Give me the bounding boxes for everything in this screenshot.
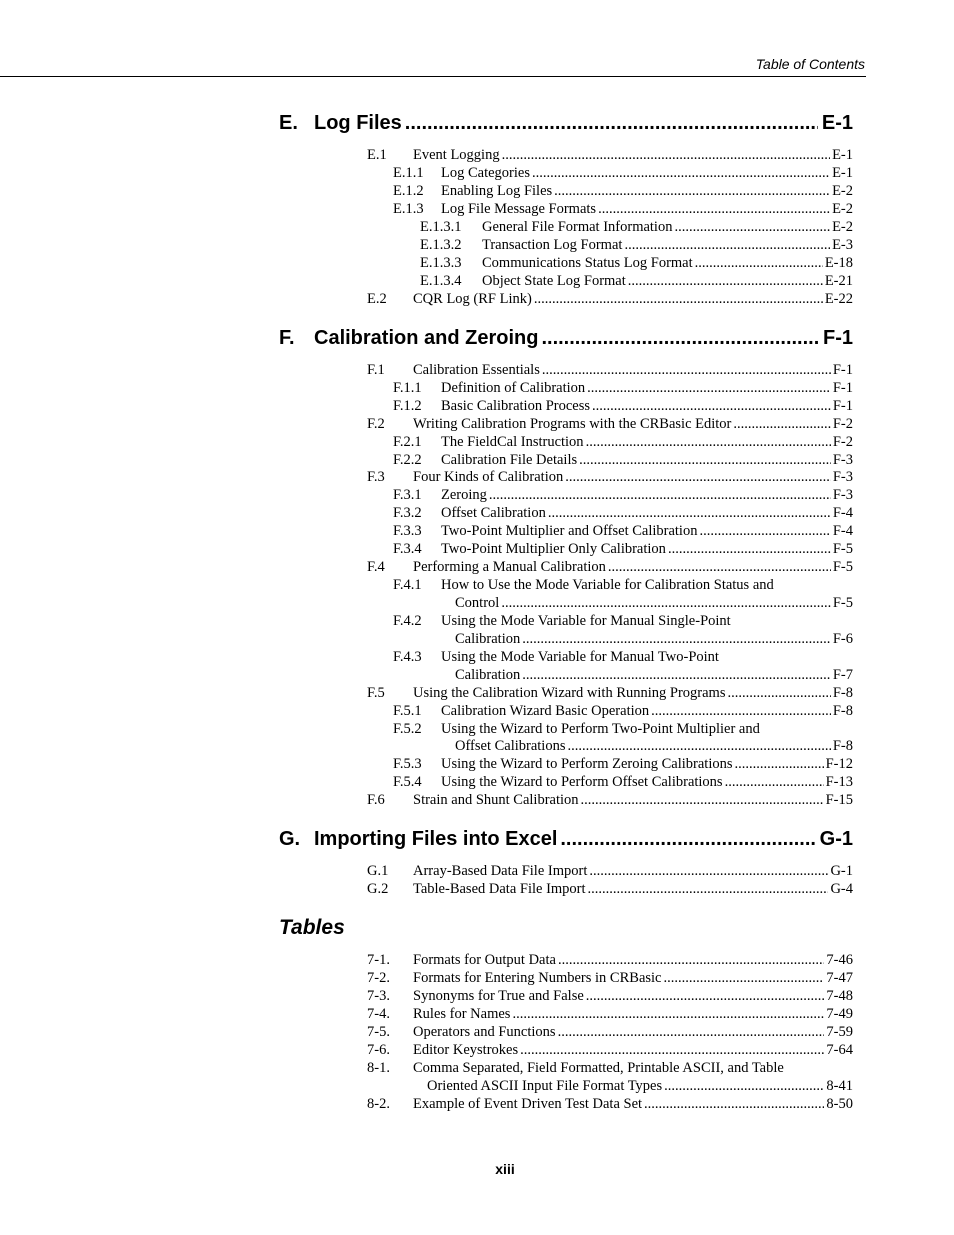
section-letter: F.: [279, 327, 295, 349]
dot-leader: [586, 433, 831, 451]
entry-page: F-15: [825, 792, 853, 808]
dot-leader: [663, 969, 824, 987]
toc-entry[interactable]: [393, 451, 853, 469]
entry-page: F-1: [832, 380, 853, 396]
entry-page: F-6: [832, 631, 853, 647]
entry-number: G.1: [367, 863, 389, 879]
section-page: F-1: [823, 327, 853, 349]
dot-leader: [522, 666, 831, 684]
entry-title: Basic Calibration Process: [441, 398, 591, 414]
dot-leader: [579, 451, 831, 469]
entry-number: E.1.3.3: [420, 255, 462, 271]
entry-title: Zeroing: [441, 487, 487, 503]
entry-page: F-8: [832, 685, 853, 701]
entry-page: F-5: [832, 559, 853, 575]
entry-page: 7-46: [826, 952, 853, 968]
entry-number: 8-2.: [367, 1096, 390, 1112]
entry-page: 7-47: [826, 970, 853, 986]
entry-number: E.1: [367, 147, 387, 163]
dot-leader: [588, 880, 829, 898]
dot-leader: [581, 791, 824, 809]
entry-title: Using the Calibration Wizard with Running Programs: [413, 685, 726, 701]
entry-page: F-13: [825, 774, 853, 790]
entry-title: Two-Point Multiplier and Offset Calibration: [441, 523, 698, 539]
entry-number: 7-4.: [367, 1006, 390, 1022]
entry-title: Log Categories: [441, 165, 530, 181]
entry-title: Formats for Entering Numbers in CRBasic: [413, 970, 662, 986]
entry-number: 7-1.: [367, 952, 390, 968]
dot-leader: [558, 951, 824, 969]
dot-leader: [532, 164, 830, 182]
toc-entry[interactable]: [367, 468, 853, 486]
toc-entry-first-line[interactable]: [393, 576, 774, 594]
toc-entry[interactable]: [420, 254, 853, 272]
toc-entry-continuation[interactable]: [455, 594, 853, 612]
dot-leader: [548, 504, 831, 522]
toc-entry[interactable]: [393, 522, 853, 540]
entry-page: F-1: [832, 362, 853, 378]
toc-entry-continuation[interactable]: [455, 630, 853, 648]
toc-entry[interactable]: [420, 272, 853, 290]
toc-entry[interactable]: [393, 540, 853, 558]
dot-leader: [587, 379, 831, 397]
toc-entry[interactable]: [393, 397, 853, 415]
entry-number: 8-1.: [367, 1060, 390, 1076]
dot-leader: [541, 327, 819, 350]
entry-number: F.1.1: [393, 380, 422, 396]
dot-leader: [586, 987, 825, 1005]
toc-entry[interactable]: [393, 200, 853, 218]
entry-title: Four Kinds of Calibration: [413, 469, 564, 485]
dot-leader: [565, 468, 831, 486]
dot-leader: [624, 236, 830, 254]
entry-number: 7-5.: [367, 1024, 390, 1040]
entry-page: 8-50: [826, 1096, 853, 1112]
toc-entry[interactable]: [393, 773, 853, 791]
entry-title: Editor Keystrokes: [413, 1042, 519, 1058]
dot-leader: [560, 828, 815, 851]
toc-entry[interactable]: [393, 755, 853, 773]
table-entry[interactable]: [367, 1023, 853, 1041]
entry-page: E-2: [832, 183, 853, 199]
entry-number: F.3.3: [393, 523, 422, 539]
entry-number: F.5.4: [393, 774, 422, 790]
toc-entry[interactable]: [393, 702, 853, 720]
entry-title-continuation: Control: [455, 595, 500, 611]
entry-page: F-12: [825, 756, 853, 772]
entry-number: 7-3.: [367, 988, 390, 1004]
entry-title: Communications Status Log Format: [482, 255, 693, 271]
entry-title: Transaction Log Format: [482, 237, 623, 253]
dot-leader: [405, 112, 818, 135]
entry-page: F-4: [832, 523, 853, 539]
dot-leader: [598, 200, 830, 218]
entry-number: E.1.1: [393, 165, 424, 181]
toc-entry[interactable]: [420, 236, 853, 254]
dot-leader: [592, 397, 831, 415]
entry-title-continuation: Calibration: [455, 631, 521, 647]
entry-title: Log File Message Formats: [441, 201, 597, 217]
entry-page: F-1: [832, 398, 853, 414]
entry-number: F.3.1: [393, 487, 422, 503]
dot-leader: [608, 558, 831, 576]
dot-leader: [501, 594, 831, 612]
entry-number: F.2: [367, 416, 385, 432]
entry-number: F.1: [367, 362, 385, 378]
dot-leader: [664, 1077, 824, 1095]
entry-number: F.3: [367, 469, 385, 485]
section-heading-f[interactable]: [279, 327, 853, 355]
entry-number: F.5.3: [393, 756, 422, 772]
tables-heading: Tables: [279, 916, 345, 939]
entry-title: Calibration Essentials: [413, 362, 540, 378]
entry-number: E.1.3: [393, 201, 424, 217]
entry-page: E-1: [832, 165, 853, 181]
dot-leader: [628, 272, 823, 290]
toc-entry-first-line[interactable]: [393, 612, 731, 630]
table-entry[interactable]: [367, 969, 853, 987]
toc-entry[interactable]: [393, 379, 853, 397]
entry-title: Offset Calibration: [441, 505, 546, 521]
toc-entry-first-line[interactable]: [393, 720, 760, 738]
toc-entry-continuation[interactable]: [455, 737, 853, 755]
toc-entry[interactable]: [367, 146, 853, 164]
entry-page: F-3: [832, 487, 853, 503]
entry-title-continuation: Calibration: [455, 667, 521, 683]
entry-page: E-3: [832, 237, 853, 253]
entry-number: G.2: [367, 881, 389, 897]
entry-number: F.4.2: [393, 613, 422, 629]
entry-page: F-5: [832, 541, 853, 557]
entry-title: The FieldCal Instruction: [441, 434, 584, 450]
entry-page: F-5: [832, 595, 853, 611]
dot-leader: [735, 755, 824, 773]
entry-title: Strain and Shunt Calibration: [413, 792, 579, 808]
entry-page: 8-41: [826, 1078, 853, 1094]
dot-leader: [558, 1023, 825, 1041]
entry-number: 7-6.: [367, 1042, 390, 1058]
entry-number: F.5.1: [393, 703, 422, 719]
entry-title: Object State Log Format: [482, 273, 626, 289]
toc-entry[interactable]: [393, 164, 853, 182]
running-header: Table of Contents: [755, 56, 865, 72]
entry-title: Event Logging: [413, 147, 500, 163]
dot-leader: [589, 862, 828, 880]
toc-entry[interactable]: [367, 558, 853, 576]
entry-number: F.4: [367, 559, 385, 575]
section-page: G-1: [819, 828, 853, 850]
section-title: Importing Files into Excel: [314, 828, 558, 850]
entry-number: F.5: [367, 685, 385, 701]
entry-title: Performing a Manual Calibration: [413, 559, 606, 575]
section-letter: G.: [279, 828, 301, 850]
entry-title: Comma Separated, Field Formatted, Printable ASCII, and Table: [413, 1060, 784, 1076]
toc-entry[interactable]: [367, 684, 853, 702]
entry-page: F-4: [832, 505, 853, 521]
dot-leader: [727, 684, 830, 702]
dot-leader: [554, 182, 830, 200]
header-rule: [0, 76, 866, 77]
entry-title: Synonyms for True and False: [413, 988, 584, 1004]
dot-leader: [502, 146, 830, 164]
section-heading-g[interactable]: [279, 828, 853, 856]
entry-number: F.4.3: [393, 649, 422, 665]
section-title: Log Files: [314, 112, 402, 134]
section-letter: E.: [279, 112, 298, 134]
entry-page: F-3: [832, 452, 853, 468]
entry-title: Calibration Wizard Basic Operation: [441, 703, 650, 719]
entry-title: Operators and Functions: [413, 1024, 556, 1040]
dot-leader: [699, 522, 830, 540]
toc-entry-continuation[interactable]: [455, 666, 853, 684]
entry-number: E.1.3.2: [420, 237, 462, 253]
entry-page: F-8: [832, 738, 853, 754]
table-entry[interactable]: [367, 1005, 853, 1023]
table-entry-continuation[interactable]: [427, 1077, 853, 1095]
dot-leader: [695, 254, 823, 272]
entry-title: Using the Mode Variable for Manual Single-Point: [441, 613, 731, 629]
section-page: E-1: [821, 112, 853, 134]
entry-page: E-18: [824, 255, 853, 271]
entry-title: Formats for Output Data: [413, 952, 556, 968]
entry-page: F-3: [832, 469, 853, 485]
entry-title: Definition of Calibration: [441, 380, 586, 396]
entry-page: 7-64: [826, 1042, 853, 1058]
section-heading-e[interactable]: [279, 112, 853, 140]
entry-title: Calibration File Details: [441, 452, 578, 468]
toc-entry[interactable]: [367, 290, 853, 308]
entry-page: 7-59: [826, 1024, 853, 1040]
entry-number: F.3.4: [393, 541, 422, 557]
toc-entry[interactable]: [367, 862, 853, 880]
dot-leader: [534, 290, 823, 308]
entry-title-continuation: Offset Calibrations: [455, 738, 566, 754]
entry-page: F-7: [832, 667, 853, 683]
entry-title: Enabling Log Files: [441, 183, 553, 199]
dot-leader: [542, 361, 831, 379]
entry-number: F.1.2: [393, 398, 422, 414]
page-number: xiii: [495, 1161, 515, 1177]
entry-number: F.5.2: [393, 721, 422, 737]
dot-leader: [644, 1095, 824, 1113]
entry-page: G-1: [830, 863, 853, 879]
entry-number: F.4.1: [393, 577, 422, 593]
entry-title: CQR Log (RF Link): [413, 291, 532, 307]
entry-title: Using the Wizard to Perform Two-Point Multiplier and: [441, 721, 760, 737]
dot-leader: [520, 1041, 824, 1059]
entry-title: Table-Based Data File Import: [413, 881, 586, 897]
dot-leader: [733, 415, 830, 433]
entry-title: How to Use the Mode Variable for Calibration Status and: [441, 577, 774, 593]
entry-number: F.3.2: [393, 505, 422, 521]
entry-title: General File Format Information: [482, 219, 673, 235]
entry-title: Array-Based Data File Import: [413, 863, 588, 879]
table-entry[interactable]: [367, 951, 853, 969]
toc-entry[interactable]: [367, 880, 853, 898]
dot-leader: [674, 218, 830, 236]
entry-number: F.2.2: [393, 452, 422, 468]
entry-page: G-4: [830, 881, 853, 897]
dot-leader: [522, 630, 831, 648]
entry-number: E.1.2: [393, 183, 424, 199]
dot-leader: [567, 737, 830, 755]
toc-entry[interactable]: [393, 504, 853, 522]
entry-title-continuation: Oriented ASCII Input File Format Types: [427, 1078, 663, 1094]
entry-page: 7-49: [826, 1006, 853, 1022]
dot-leader: [725, 773, 824, 791]
dot-leader: [668, 540, 831, 558]
entry-page: E-22: [824, 291, 853, 307]
table-entry-first-line[interactable]: [367, 1059, 784, 1077]
dot-leader: [489, 486, 831, 504]
entry-number: 7-2.: [367, 970, 390, 986]
dot-leader: [651, 702, 831, 720]
toc-entry[interactable]: [367, 415, 853, 433]
entry-title: Example of Event Driven Test Data Set: [413, 1096, 643, 1112]
entry-page: E-21: [824, 273, 853, 289]
toc-entry-first-line[interactable]: [393, 648, 719, 666]
section-title: Calibration and Zeroing: [314, 327, 539, 349]
toc-entry[interactable]: [393, 433, 853, 451]
entry-title: Using the Mode Variable for Manual Two-Point: [441, 649, 719, 665]
entry-page: E-1: [832, 147, 853, 163]
entry-title: Writing Calibration Programs with the CRBasic Editor: [413, 416, 732, 432]
entry-title: Rules for Names: [413, 1006, 511, 1022]
toc-entry[interactable]: [367, 361, 853, 379]
table-entry[interactable]: [367, 1095, 853, 1113]
entry-title: Two-Point Multiplier Only Calibration: [441, 541, 666, 557]
entry-page: E-2: [832, 201, 853, 217]
entry-page: F-8: [832, 703, 853, 719]
entry-page: F-2: [832, 434, 853, 450]
toc-entry[interactable]: [393, 486, 853, 504]
dot-leader: [512, 1005, 824, 1023]
entry-number: E.2: [367, 291, 387, 307]
toc-entry[interactable]: [393, 182, 853, 200]
table-entry[interactable]: [367, 987, 853, 1005]
entry-title: Using the Wizard to Perform Zeroing Calibrations: [441, 756, 733, 772]
table-entry[interactable]: [367, 1041, 853, 1059]
entry-number: F.2.1: [393, 434, 422, 450]
entry-page: E-2: [832, 219, 853, 235]
entry-number: F.6: [367, 792, 385, 808]
entry-page: F-2: [832, 416, 853, 432]
entry-page: 7-48: [826, 988, 853, 1004]
entry-title: Using the Wizard to Perform Offset Calibrations: [441, 774, 723, 790]
entry-number: E.1.3.1: [420, 219, 462, 235]
entry-number: E.1.3.4: [420, 273, 462, 289]
toc-entry[interactable]: [367, 791, 853, 809]
toc-entry[interactable]: [420, 218, 853, 236]
